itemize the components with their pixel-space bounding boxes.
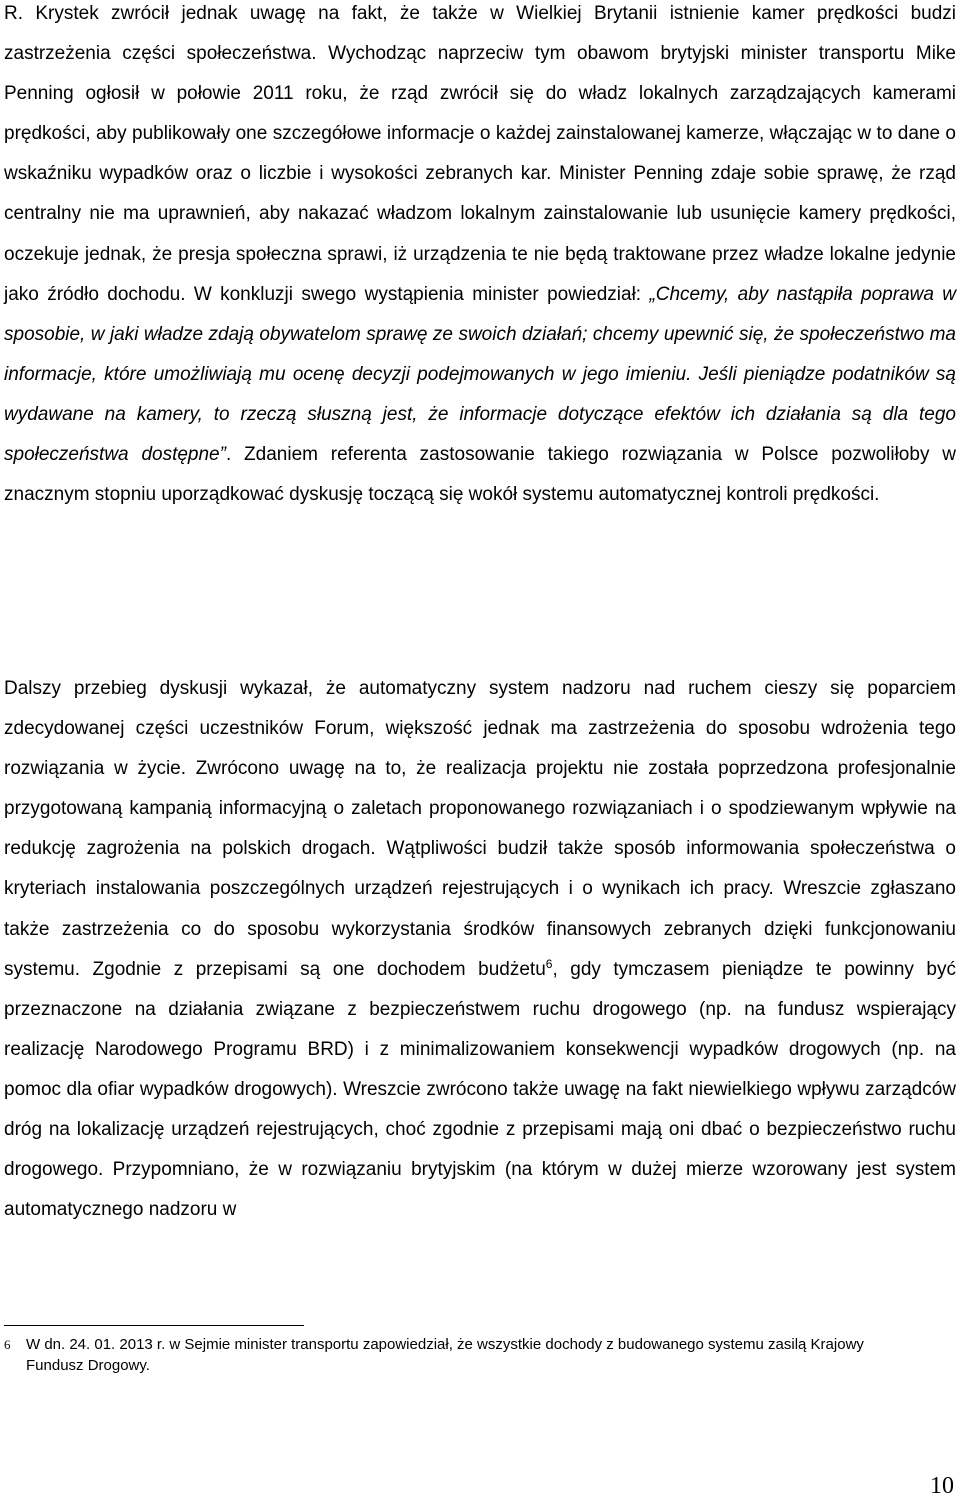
- page-number: 10: [930, 1473, 954, 1499]
- document-page: [4, 0, 956, 1501]
- footnote-reference: 6: [545, 956, 553, 971]
- body-paragraph-2: [4, 669, 956, 1230]
- minister-quote: „Chcemy, aby nastąpiła poprawa w sposobie, w jaki władze zdają obywatelom sprawę ze swoich działań; chcemy upewnić się, że społeczeństwo ma informacje, które umożliwiają mu ocenę decyzji podejmowanych w jego imieniu. Jeśli pieniądze podatników są wydawane na kamery, to rzeczą słuszną jest, że informacje dotyczące efektów ich działania są dla tego społeczeństwa dostępne”: [4, 283, 957, 466]
- footnote-text: W dn. 24. 01. 2013 r. w Sejmie minister transportu zapowiedział, że wszystkie dochody z budowanego systemu zasilą Krajowy Fundusz Drogowy.: [26, 1336, 864, 1374]
- footnote-separator: [4, 1325, 304, 1326]
- paragraph-2-text: Dalszy przebieg dyskusji wykazał, że automatyczny system nadzoru nad ruchem cieszy się poparciem zdecydowanej części uczestników Forum, większość jednak ma zastrzeżenia do sposobu wdrożenia tego rozwiązania w życie. Zwrócono uwagę na to, że realizacja projektu nie została poprzedzona profesjonalnie przygotowaną kampanią informacyjną o zaletach proponowanego rozwiązaniach i o spodziewanym wpływie na redukcję zagrożenia na polskich drogach. Wątpliwości budził także sposób informowania społeczeństwa o kryteriach instalowania poszczególnych urządzeń rejestrujących i o wynikach ich pracy. Wreszcie zgłaszano także zastrzeżenia co do sposobu wykorzystania środków finansowych zebranych dzięki funkcjonowaniu systemu. Zgodnie z przepisami są one dochodem budżetu: [4, 678, 956, 980]
- paragraph-1-text: R. Krystek zwrócił jednak uwagę na fakt, że także w Wielkiej Brytanii istnienie kamer prędkości budzi zastrzeżenia części społeczeństwa. Wychodząc naprzeciw tym obawom brytyjski minister transportu Mike Penning ogłosił w połowie 2011 roku, że rząd zwrócił się do władz lokalnych zarządzających kamerami prędkości, aby publikowały one szczegółowe informacje o każdej zainstalowanej kamerze, włączając w to dane o wskaźniku wypadków oraz o liczbie i wysokości zebranych kar. Minister Penning zdaje sobie sprawę, że rząd centralny nie ma uprawnień, aby nakazać władzom lokalnym zainstalowanie lub usunięcie kamery prędkości, oczekuje jednak, że presja społeczna sprawi, iż urządzenia te nie będą traktowane przez władze lokalne jedynie jako źródło dochodu. W konkluzji swego wystąpienia minister powiedział:: [4, 3, 956, 305]
- footnote-mark: 6: [4, 1337, 11, 1352]
- body-paragraph-1: [4, 0, 956, 515]
- footnote: [4, 1334, 956, 1376]
- paragraph-2-continuation: , gdy tymczasem pieniądze te powinny być przeznaczone na działania związane z bezpieczeństwem ruchu drogowego (np. na fundusz wspierający realizację Narodowego Programu BRD) i z minimalizowaniem konsekwencji wypadków drogowych (np. na pomoc dla ofiar wypadków drogowych). Wreszcie zwrócono także uwagę na fakt niewielkiego wpływu zarządców dróg na lokalizację urządzeń rejestrujących, choć zgodnie z przepisami mają oni dbać o bezpieczeństwo ruchu drogowego. Przypomniano, że w rozwiązaniu brytyjskim (na którym w dużej mierze wzorowany jest system automatycznego nadzoru w: [4, 958, 956, 1221]
- paragraph-1-conclusion: . Zdaniem referenta zastosowanie takiego rozwiązania w Polsce pozwoliłoby w znacznym stopniu uporządkować dyskusję toczącą się wokół systemu automatycznej kontroli prędkości.: [4, 444, 956, 506]
